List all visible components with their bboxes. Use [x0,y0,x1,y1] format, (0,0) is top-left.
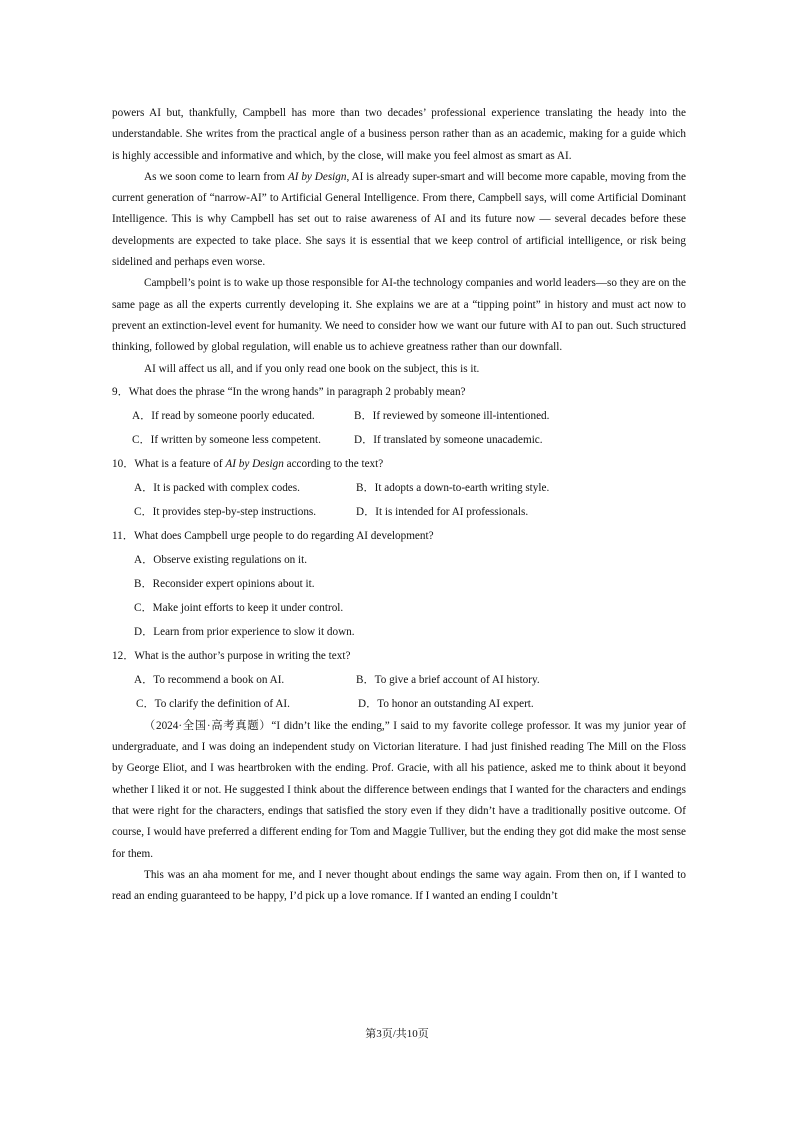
paragraph-2-start: As we soon come to learn from [144,170,288,183]
question-9-row-2 [112,428,686,452]
question-10 [112,452,686,524]
question-9-row-1 [112,404,686,428]
question-11-option-c: C．Make joint efforts to keep it under control. [134,601,344,614]
question-12-option-b: B．To give a brief account of AI history. [356,673,540,686]
question-10-option-d: D．It is intended for AI professionals. [356,505,529,518]
question-10-option-b: B．It adopts a down-to-earth writing style. [356,481,550,494]
question-10-option-a: A．It is packed with complex codes. [134,481,300,494]
question-10-book-title: AI by Design [225,457,284,470]
question-9-option-a: A．If read by someone poorly educated. [132,409,315,422]
paragraph-3: Campbell’s point is to wake up those responsible for AI-the technology companies and world leaders—so they are on the same page as all the experts currently developing it. She explains we are at a “tipping point” in history and must act now to prevent an extinction-level event for humanity. We need to consider how we want our future with AI to pan out. Such structured thinking, followed by global regulation, will enable us to achieve greatness rather than our downfall. [112,277,686,354]
question-10-row-1 [112,476,686,500]
question-12-row-2 [112,692,686,716]
question-11 [112,524,686,644]
question-11-option-a: A．Observe existing regulations on it. [134,553,308,566]
paragraph-2-rest: , AI is already super-smart and will become more capable, moving from the current generation of “narrow-AI” to Artificial General Intelligence. From there, Campbell says, will come Artificial Dominant Intelligence. This is why Campbell has set out to raise awareness of AI and its future now — several decades before these developments are expected to take place. She says it is essential that we keep control of artificial intelligence, or risk being sidelined and perhaps even worse. [112,170,686,269]
paragraph-4: AI will affect us all, and if you only read one book on the subject, this is it. [144,362,480,375]
question-9-stem: 9．What does the phrase “In the wrong hands” in paragraph 2 probably mean? [112,385,466,398]
book-title: AI by Design [287,170,347,183]
question-12-stem: 12．What is the author’s purpose in writing the text? [112,649,351,662]
question-9-option-c: C．If written by someone less competent. [132,433,321,446]
passage-2-paragraph-2: This was an aha moment for me, and I never thought about endings the same way again. From then on, if I wanted to read an ending guaranteed to be happy, I’d pick up a love romance. If I wanted an ending I couldn’t [112,868,686,903]
page-number: 第3页/共10页 [365,1028,429,1040]
question-11-option-b: B．Reconsider expert opinions about it. [134,577,315,590]
question-10-stem [112,452,686,476]
question-12-option-a: A．To recommend a book on AI. [134,673,285,686]
question-12-option-c: C．To clarify the definition of AI. [136,697,290,710]
question-9-option-d: D．If translated by someone unacademic. [354,433,543,446]
paragraph-1: powers AI but, thankfully, Campbell has more than two decades’ professional experience translating the heady into the understandable. She writes from the practical angle of a business person rather than as an academic, making for a guide which is highly accessible and informative and which, by the close, will make you feel almost as smart as AI. [112,107,686,162]
passage-2-paragraph-1: （2024·全国·高考真题）“I didn’t like the ending,” I said to my favorite college professor. It was my junior year of undergraduate, and I was doing an independent study on Victorian literature. I had just finished reading The Mill on the Floss by George Eliot, and I was heartbroken with the ending. Prof. Gracie, with all his patience, asked me to think about it beyond whether I liked it or not. He suggested I think about the difference between endings that I wanted for the characters and endings that were right for the characters, endings that satisfied the story even if they didn’t have a traditionally positive outcome. Of course, I would have preferred a different ending for Tom and Maggie Tulliver, but the ending they got did make the most sense for them. [112,719,686,860]
question-11-option-d: D．Learn from prior experience to slow it down. [134,625,355,638]
question-9-option-b: B．If reviewed by someone ill-intentioned. [354,409,550,422]
page-content [112,103,686,908]
question-12 [112,644,686,716]
question-9 [112,380,686,452]
question-10-row-2 [112,500,686,524]
question-10-stem-end: according to the text? [283,457,384,470]
question-10-option-c: C．It provides step-by-step instructions. [134,505,317,518]
question-10-stem-start: 10．What is a feature of [112,457,226,470]
question-12-option-d: D．To honor an outstanding AI expert. [358,697,534,710]
question-11-stem: 11．What does Campbell urge people to do regarding AI development? [112,529,434,542]
question-12-row-1 [112,668,686,692]
paragraph-2 [112,167,686,273]
